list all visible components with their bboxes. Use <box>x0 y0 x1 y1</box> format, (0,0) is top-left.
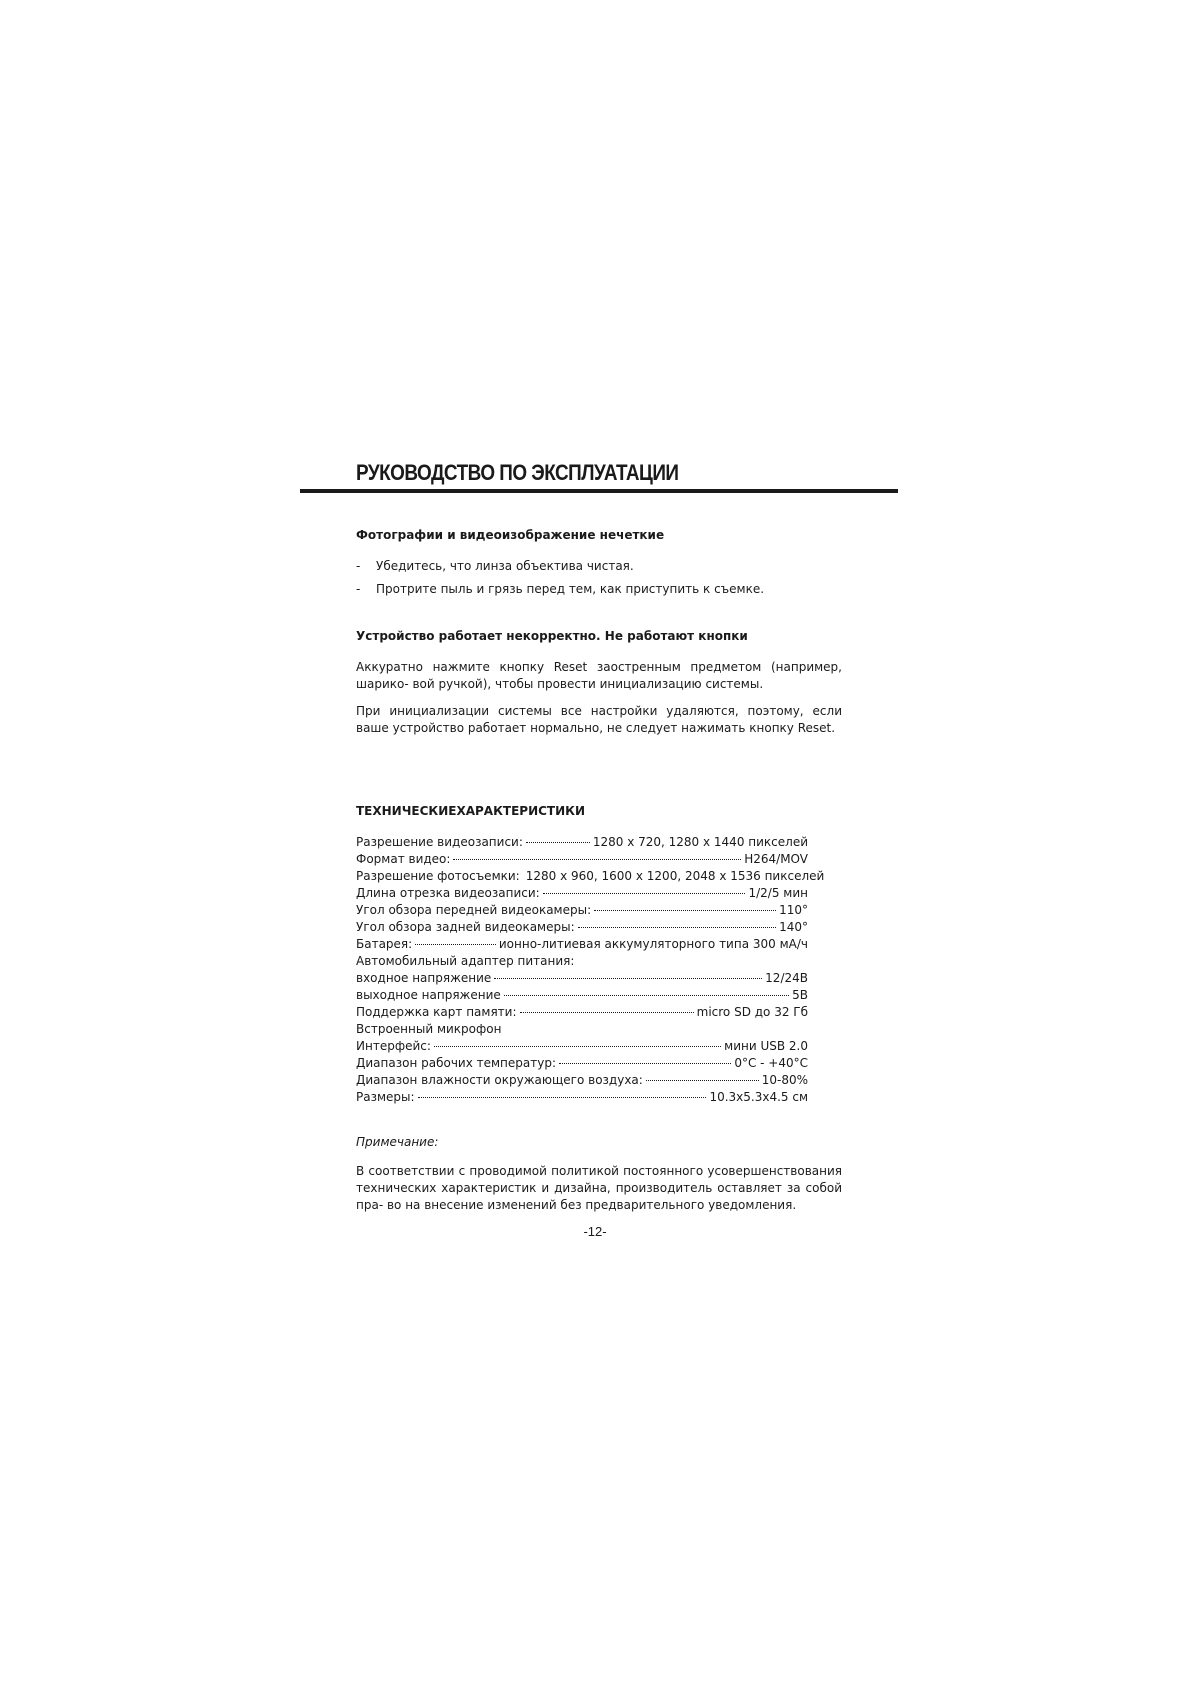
spec-label: выходное напряжение <box>356 988 501 1002</box>
spec-value: 110° <box>779 903 808 917</box>
spec-label: Размеры: <box>356 1090 415 1104</box>
spec-row <box>356 902 808 919</box>
page-content <box>356 527 842 1224</box>
spec-row <box>356 851 808 868</box>
paragraph: При инициализации системы все настройки удаляются, поэтому, если ваше устройство работает нормально, не следует нажимать кнопку Reset. <box>356 704 842 735</box>
bullet-dash: - <box>356 559 361 573</box>
spec-row <box>356 1072 808 1089</box>
dot-leader <box>494 978 762 979</box>
dot-leader <box>578 927 776 928</box>
spec-value: 5В <box>792 988 808 1002</box>
spec-value: 10-80% <box>761 1073 808 1087</box>
dot-leader <box>415 944 496 945</box>
spec-value: мини USB 2.0 <box>724 1039 808 1053</box>
dot-leader <box>594 910 776 911</box>
dot-leader <box>418 1097 707 1098</box>
spec-row <box>356 1021 808 1038</box>
dot-leader <box>520 1012 694 1013</box>
page-header-title: РУКОВОДСТВО ПО ЭКСПЛУАТАЦИИ <box>356 460 679 485</box>
spec-row <box>356 1038 808 1055</box>
spec-value: 1280 x 720, 1280 x 1440 пикселей <box>592 835 808 849</box>
list-item-text: Убедитесь, что линза объектива чистая. <box>376 559 634 573</box>
spec-row <box>356 885 808 902</box>
spec-label: Угол обзора передней видеокамеры: <box>356 903 592 917</box>
dot-leader <box>646 1080 759 1081</box>
spec-row <box>356 1055 808 1072</box>
dot-leader <box>504 995 789 996</box>
spec-label: Интерфейс: <box>356 1039 431 1053</box>
section-heading-photo: Фотографии и видеоизображение нечеткие <box>356 528 665 542</box>
note-label: Примечание: <box>356 1135 439 1149</box>
spec-value: 140° <box>779 920 808 934</box>
specs-list <box>356 834 825 1106</box>
spec-label: входное напряжение <box>356 971 492 985</box>
spec-label: Длина отрезка видеозаписи: <box>356 886 540 900</box>
spec-row <box>356 953 808 970</box>
spec-value: 1/2/5 мин <box>748 886 808 900</box>
spec-label: Разрешение видеозаписи: <box>356 835 523 849</box>
section-note <box>356 1134 842 1214</box>
spec-label: Встроенный микрофон <box>356 1022 502 1036</box>
spec-label: Разрешение фотосъемки: <box>356 869 520 883</box>
spec-value: 1280 x 960, 1600 x 1200, 2048 x 1536 пикселей <box>525 869 825 883</box>
spec-row <box>356 1004 808 1021</box>
list-item <box>356 558 842 575</box>
section-heading-specs: ТЕХНИЧЕСКИЕХАРАКТЕРИСТИКИ <box>356 804 586 818</box>
spec-label: Диапазон рабочих температур: <box>356 1056 557 1070</box>
spec-row <box>356 868 825 885</box>
spec-row <box>356 919 808 936</box>
page-number: -12- <box>583 1224 607 1239</box>
section-heading-buttons: Устройство работает некорректно. Не работают кнопки <box>356 629 748 643</box>
spec-label: Формат видео: <box>356 852 451 866</box>
spec-value: 10.3x5.3x4.5 см <box>709 1090 808 1104</box>
spec-label: Диапазон влажности окружающего воздуха: <box>356 1073 643 1087</box>
spec-row <box>356 834 808 851</box>
spec-row <box>356 1089 808 1106</box>
list-item <box>356 581 842 598</box>
spec-label: Поддержка карт памяти: <box>356 1005 517 1019</box>
dot-leader <box>453 859 741 860</box>
spec-row <box>356 987 808 1004</box>
dot-leader <box>543 893 746 894</box>
spec-row <box>356 936 808 953</box>
dot-leader <box>434 1046 721 1047</box>
list-item-text: Протрите пыль и грязь перед тем, как приступить к съемке. <box>376 582 765 596</box>
note-text: В соответствии с проводимой политикой постоянного усовершенствования технических характеристик и дизайна, производитель оставляет за собой пра- во на внесение изменений без предварительного уведомления. <box>356 1164 842 1212</box>
spec-row <box>356 970 808 987</box>
photo-tips-list <box>356 558 842 598</box>
spec-label: Автомобильный адаптер питания: <box>356 954 575 968</box>
dot-leader <box>526 842 590 843</box>
paragraph: Аккуратно нажмите кнопку Reset заостренным предметом (например, шарико- вой ручкой), чтобы провести инициализацию системы. <box>356 660 842 691</box>
spec-label: Угол обзора задней видеокамеры: <box>356 920 575 934</box>
section-photo-issues <box>356 527 842 598</box>
header-divider <box>300 489 898 493</box>
dot-leader <box>559 1063 731 1064</box>
section-specs <box>356 803 842 1106</box>
spec-label: Батарея: <box>356 937 413 951</box>
spec-value: ионно-литиевая аккумуляторного типа 300 мА/ч <box>498 937 808 951</box>
bullet-dash: - <box>356 582 361 596</box>
section-button-issues <box>356 628 842 737</box>
spec-value: 12/24В <box>765 971 808 985</box>
spec-value: micro SD до 32 Гб <box>696 1005 808 1019</box>
spec-value: H264/MOV <box>744 852 808 866</box>
spec-value: 0°C - +40°C <box>734 1056 808 1070</box>
